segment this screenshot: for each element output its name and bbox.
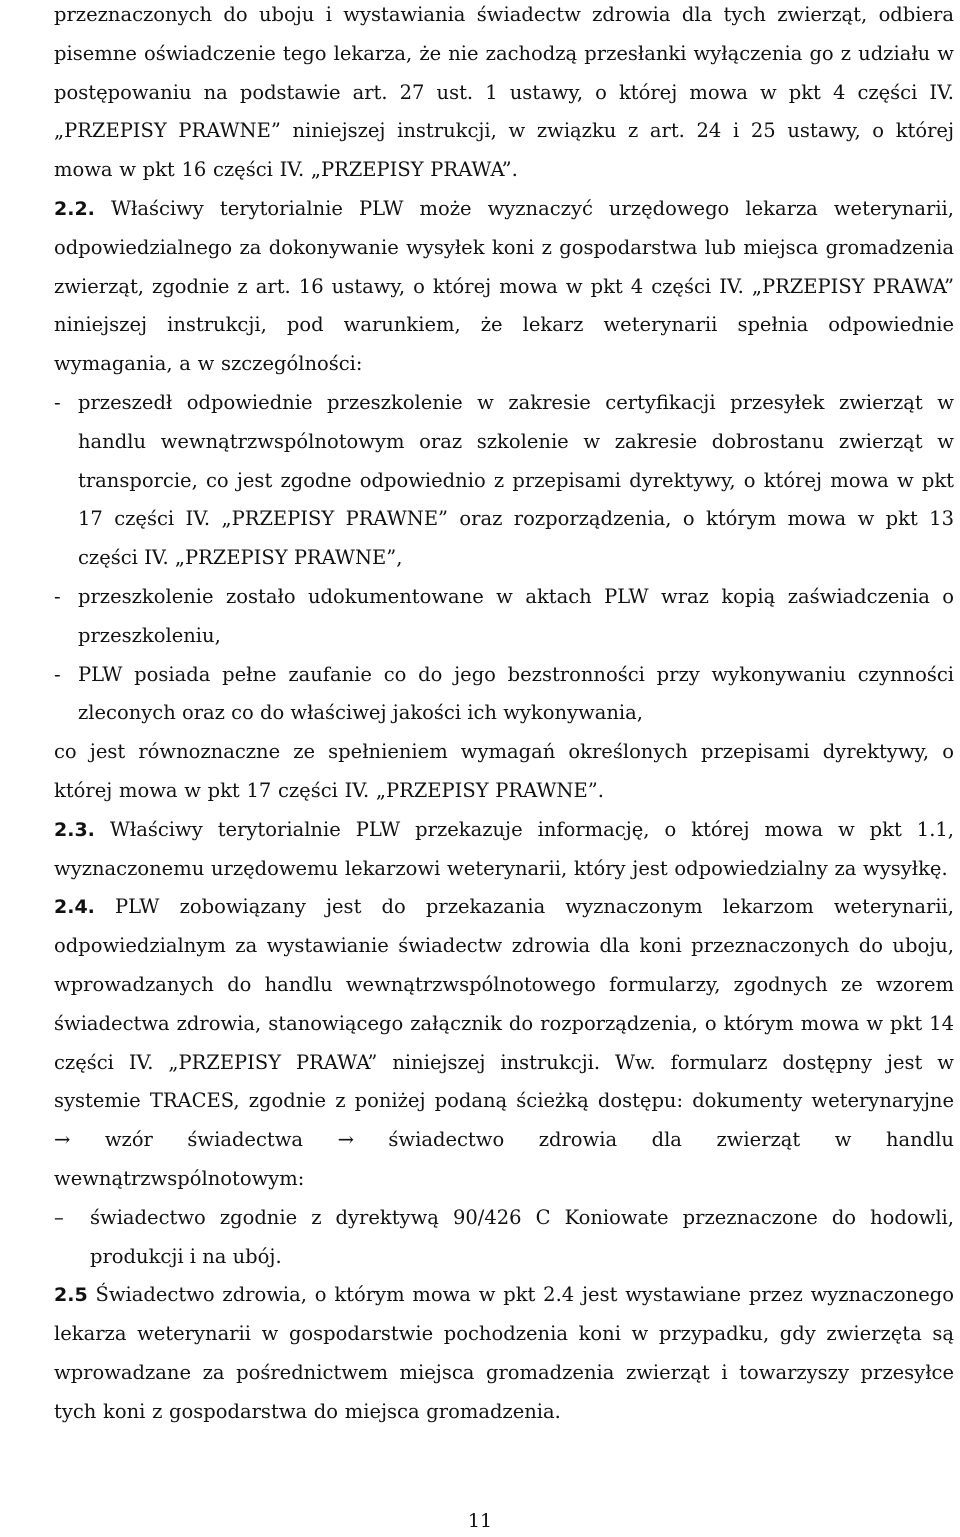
dash-marker: - [54, 584, 61, 608]
list-item [54, 578, 954, 656]
section-2-2-number-inline: 2.2. [54, 197, 95, 220]
section-2-5-number: 2.5 [54, 1284, 88, 1307]
dash-marker: - [54, 390, 61, 414]
document-page [54, 0, 954, 1431]
section-2-2-text2: „PRZEPISY PRAWA” niniejszej instrukcji, pod warunkiem, że lekarz weterynarii spełnia odpowiednie wymagania, a w szczególności: [54, 274, 954, 376]
section-2-3-number: 2.3. [54, 818, 95, 841]
section-2-2-body [54, 190, 954, 384]
dash-marker: – [54, 1205, 64, 1229]
section-2-4-text: PLW zobowiązany jest do przekazania wyznaczonym lekarzom weterynarii, odpowiedzialnym za wystawianie świadectw zdrowia dla koni przeznaczonych do uboju, wprowadzanych do handlu wewnątrzwspólnotowego formularzy, zgodnych ze wzorem świadectwa zdrowia, stanowiącego załącznik do rozporządzenia, o którym mowa w pkt 14 części IV. „PRZEPISY PRAWA” niniejszej instrukcji. Ww. formularz dostępny jest w systemie TRACES, zgodnie z poniżej podaną ścieżką dostępu: dokumenty weterynaryjne → wzór świadectwa → świadectwo zdrowia dla zwierząt w handlu wewnątrzwspólnotowym: [54, 895, 954, 1190]
intro-paragraph: przeznaczonych do uboju i wystawiania świadectw zdrowia dla tych zwierząt, odbiera pisemne oświadczenie tego lekarza, że nie zachodzą przesłanki wyłączenia go z udziału w postępowaniu na podstawie art. 27 ust. 1 ustawy, o której mowa w pkt 4 części IV. „PRZEPISY PRAWNE” niniejszej instrukcji, w związku z art. 24 i 25 ustawy, o której mowa w pkt 16 części IV. „PRZEPISY PRAWA”. [54, 3, 954, 182]
list-item-text: PLW posiada pełne zaufanie co do jego bezstronności przy wykonywaniu czynności zleconych oraz co do właściwej jakości ich wykonywania, [78, 662, 954, 725]
list-item [54, 384, 954, 578]
section-2-2-closing: co jest równoznaczne ze spełnieniem wymagań określonych przepisami dyrektywy, o której mowa w pkt 17 części IV. „PRZEPISY PRAWNE”. [54, 740, 954, 802]
list-item-text: przeszkolenie zostało udokumentowane w aktach PLW wraz kopią zaświadczenia o przeszkoleniu, [78, 584, 954, 647]
list-item-text: przeszedł odpowiednie przeszkolenie w zakresie certyfikacji przesyłek zwierząt w handlu wewnątrzwspólnotowym oraz szkolenie w zakresie dobrostanu zwierząt w transporcie, co jest zgodne odpowiednio z przepisami dyrektywy, o której mowa w pkt 17 części IV. „PRZEPISY PRAWNE” oraz rozporządzenia, o którym mowa w pkt 13 części IV. „PRZEPISY PRAWNE”, [78, 390, 954, 570]
section-2-5-text: Świadectwo zdrowia, o którym mowa w pkt 2.4 jest wystawiane przez wyznaczonego lekarza weterynarii w gospodarstwie pochodzenia koni w przypadku, gdy zwierzęta są wprowadzane za pośrednictwem miejsca gromadzenia zwierząt i towarzyszy przesyłce tych koni z gospodarstwa do miejsca gromadzenia. [54, 1283, 954, 1423]
list-item-text: świadectwo zgodnie z dyrektywą 90/426 C Koniowate przeznaczone do hodowli, produkcji i na ubój. [90, 1205, 954, 1268]
page-number: 11 [467, 1510, 493, 1532]
section-2-4 [54, 888, 954, 1198]
section-2-5 [54, 1276, 954, 1431]
section-2-3 [54, 811, 954, 889]
section-2-4-number: 2.4. [54, 896, 95, 919]
list-item [54, 1199, 954, 1277]
list-item [54, 656, 954, 734]
section-2-3-text: Właściwy terytorialnie PLW przekazuje informację, o której mowa w pkt 1.1, wyznaczonemu urzędowemu lekarzowi weterynarii, który jest odpowiedzialny za wysyłkę. [54, 817, 954, 880]
section-2-2-text: Właściwy terytorialnie PLW może wyznaczyć urzędowego lekarza weterynarii, odpowiedzialnego za dokonywanie wysyłek koni z gospodarstwa lub miejsca gromadzenia zwierząt, zgodnie z art. 16 ustawy, o której mowa w pkt 4 części IV. [54, 196, 954, 298]
dash-marker: - [54, 662, 61, 686]
